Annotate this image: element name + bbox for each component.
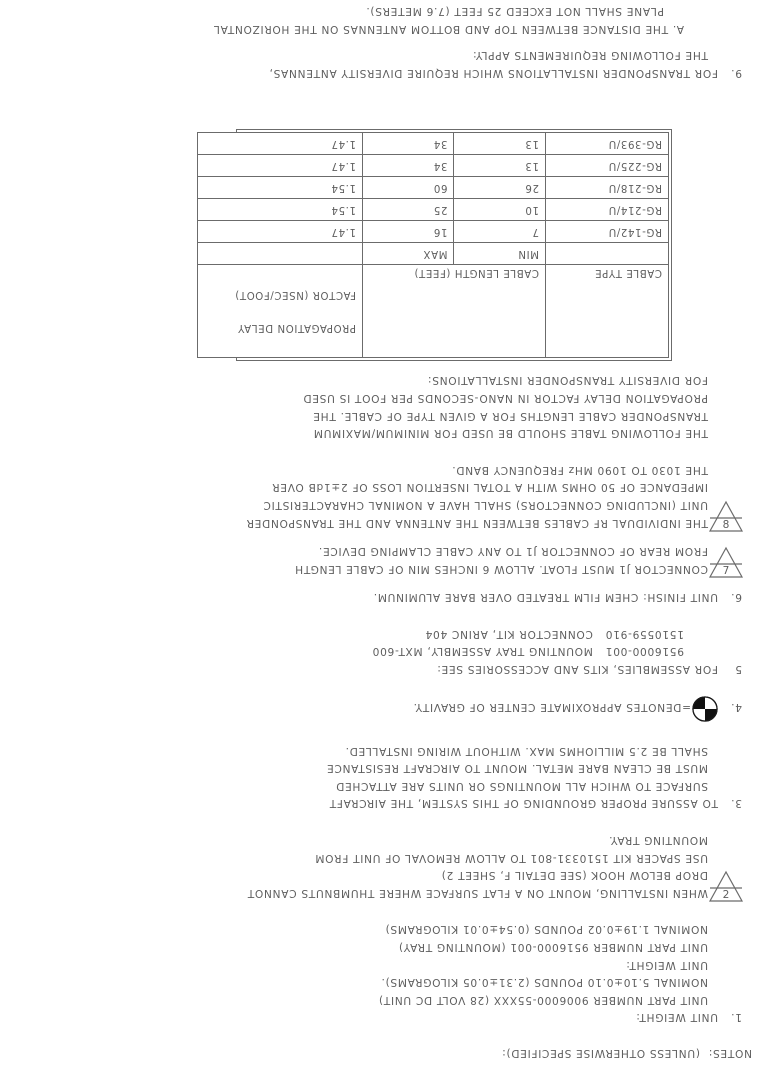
subheader-min: MIN <box>454 242 546 264</box>
note-9-line-2: THE FOLLOWING REQUIREMENTS APPLY: <box>472 49 708 62</box>
note-3-line-2: SURFACE TO WHICH ALL MOUNTINGS OR UNITS ARE ATTACHED <box>335 779 708 792</box>
note-6 <box>10 588 752 606</box>
note-5 <box>10 624 752 677</box>
note-9-number: 9. <box>730 66 742 79</box>
note-5-line-1: FOR ASSEMBLIES, KITS AND ACCESSORIES SEE: <box>436 663 718 676</box>
note-3 <box>10 741 752 811</box>
note-9-a-line-2: PLANE SHALL NOT EXCEED 25 FEET (7.6 METERS). <box>365 5 664 17</box>
note-5-item-2-desc: CONNECTOR KIT, ARINC 404 <box>424 627 593 640</box>
table-row <box>198 154 669 176</box>
row-3-type: RG-225/U <box>546 154 669 176</box>
row-0-min: 7 <box>454 220 546 242</box>
note-1 <box>10 920 752 1026</box>
subheader-spacer-right <box>198 242 363 264</box>
cable-table <box>197 132 669 358</box>
note-2-line-3: USE SPACER KIT 1510331-801 TO ALLOW REMOVAL OF UNIT FROM <box>314 851 708 864</box>
row-1-factor: 1.54 <box>198 198 363 220</box>
table-subheader-row <box>198 242 669 264</box>
header-propagation-delay <box>198 264 363 357</box>
note-1-line-6: NOMINAL 1.19±0.02 POUNDS (0.54±0.01 KILOGRAMS) <box>384 923 708 936</box>
row-2-max: 60 <box>363 176 455 198</box>
note-1-line-3: NOMINAL 5.10±0.10 POUNDS (2.31±0.05 KILOGRAMS). <box>380 976 708 989</box>
note-1-line-1: UNIT WEIGHT: <box>635 1011 718 1024</box>
note-5-item-1-part: 9516000-001 <box>605 645 684 658</box>
note-9-line-1: FOR TRANSPONDER INSTALLATIONS WHICH REQUIRE DIVERSITY ANTENNAS, <box>268 66 718 79</box>
note-2-line-4: MOUNTING TRAY. <box>608 834 708 847</box>
note-1-line-5: UNIT PART NUMBER 9516000-001 (MOUNTING TRAY) <box>398 941 708 954</box>
note-5-number: 5 <box>734 663 742 676</box>
row-2-min: 26 <box>454 176 546 198</box>
note-8-line-2: UNIT (INCLUDING CONNECTORS) SHALL HAVE A NOMINAL CHARACTERISTIC <box>262 498 708 511</box>
row-0-max: 16 <box>363 220 455 242</box>
header-delay-line-2: FACTOR (NSEC/FOOT) <box>234 288 356 300</box>
note-3-number: 3. <box>730 797 742 810</box>
note-7-line-2: FROM REAR OF CONNECTOR J1 TO ANY CABLE CLAMPING DEVICE. <box>318 545 708 558</box>
row-2-type: RG-218/U <box>546 176 669 198</box>
table-row <box>198 198 669 220</box>
flag-triangle-2-icon <box>706 869 746 904</box>
note-3-line-4: SHALL BE 2.5 MILLIOHMS MAX. WITHOUT WIRING INSTALLED. <box>344 744 708 757</box>
note-4-number: 4. <box>730 701 742 714</box>
row-1-type: RG-214/U <box>546 198 669 220</box>
note-8-cont-line-2: TRANSPONDER CABLE LENGTHS FOR A GIVEN TYPE OF CABLE. THE <box>312 409 708 422</box>
table-row <box>198 220 669 242</box>
row-4-type: RG-393/U <box>546 132 669 154</box>
note-5-item-1 <box>10 642 752 660</box>
note-9-a-line-1: A. THE DISTANCE BETWEEN TOP AND BOTTOM ANTENNAS ON THE HORIZONTAL <box>213 22 684 35</box>
table-header-row <box>198 264 669 357</box>
note-8-line-4: THE 1030 TO 1090 MHz FREQUENCY BAND. <box>451 463 708 476</box>
row-3-max: 34 <box>363 154 455 176</box>
header-cable-type: CABLE TYPE <box>546 264 669 357</box>
note-4-line-1: =DENOTES APPROXIMATE CENTER OF GRAVITY. <box>412 701 691 714</box>
flag-2-number: 2 <box>722 888 730 901</box>
note-5-item-2 <box>10 624 752 642</box>
table-row <box>198 176 669 198</box>
table-row <box>198 132 669 154</box>
row-4-factor: 1.47 <box>198 132 363 154</box>
page-title: NOTES: (UNLESS OTHERWISE SPECIFIED): <box>501 1047 752 1059</box>
flag-triangle-8-icon <box>706 499 746 534</box>
note-2 <box>10 830 752 900</box>
row-4-max: 34 <box>363 132 455 154</box>
note-8-cont-line-4: FOR DIVERSITY TRANSPONDER INSTALLATIONS: <box>427 374 708 387</box>
row-3-factor: 1.47 <box>198 154 363 176</box>
note-6-line-1: UNIT FINISH: CHEM FILM TREATED OVER BARE ALUMINUM. <box>373 591 718 604</box>
center-of-gravity-icon <box>692 696 718 722</box>
note-3-line-3: MUST BE CLEAN BARE METAL. MOUNT TO AIRCRAFT RESISTANCE <box>326 762 708 775</box>
note-8-cont-line-3: PROPAGATION DELAY FACTOR IN NANO-SECONDS PER FOOT IS USED <box>302 391 708 404</box>
note-7 <box>10 542 752 577</box>
note-8-cont-line-1: THE FOLLOWING TABLE SHOULD BE USED FOR MINIMUM/MAXIMUM <box>313 427 708 440</box>
flag-7-number: 7 <box>722 564 730 577</box>
note-3-line-1: TO ASSURE PROPER GROUNDING OF THIS SYSTEM, THE AIRCRAFT <box>329 797 718 810</box>
note-8-continuation <box>10 371 752 441</box>
subheader-max: MAX <box>363 242 455 264</box>
flag-8-number: 8 <box>722 518 730 531</box>
note-4 <box>10 696 752 722</box>
header-cable-length: CABLE LENGTH (FEET) <box>363 264 546 357</box>
row-0-type: RG-142/U <box>546 220 669 242</box>
note-2-line-2: DROP BELOW HOOK (SEE DETAIL F, SHEET 2) <box>441 869 708 882</box>
subheader-spacer-left <box>546 242 669 264</box>
row-1-max: 25 <box>363 198 455 220</box>
note-5-item-2-part: 1510559-910 <box>605 627 684 640</box>
row-3-min: 13 <box>454 154 546 176</box>
note-9 <box>10 0 752 81</box>
note-6-number: 6. <box>730 591 742 604</box>
row-1-min: 10 <box>454 198 546 220</box>
note-2-line-1: WHEN INSTALLING, MOUNT ON A FLAT SURFACE WHERE THUMBNUTS CANNOT <box>247 886 708 899</box>
note-8 <box>10 460 752 530</box>
cable-table-border <box>236 129 672 361</box>
note-7-line-1: CONNECTOR J1 MUST FLOAT. ALLOW 6 INCHES MIN OF CABLE LENGTH <box>294 562 708 575</box>
note-1-line-2: UNIT PART NUMBER 9006000-55XXX (28 VOLT DC UNIT) <box>378 993 708 1006</box>
note-8-line-3: IMPEDANCE OF 50 OHMS WITH A TOTAL INSERTION LOSS OF 2±1dB OVER <box>271 481 708 494</box>
note-5-item-1-desc: MOUNTING TRAY ASSEMBLY, MXT-600 <box>371 645 593 658</box>
note-8-line-1: THE INDIVIDUAL RF CABLES BETWEEN THE ANTENNA AND THE TRANSPONDER <box>245 516 708 529</box>
cable-specification-table <box>236 129 672 361</box>
row-2-factor: 1.54 <box>198 176 363 198</box>
note-1-line-4: UNIT WEIGHT: <box>625 958 708 971</box>
header-delay-line-1: PROPAGATION DELAY <box>237 321 356 333</box>
row-4-min: 13 <box>454 132 546 154</box>
row-0-factor: 1.47 <box>198 220 363 242</box>
note-1-number: 1. <box>730 1011 742 1024</box>
flag-triangle-7-icon <box>706 545 746 580</box>
